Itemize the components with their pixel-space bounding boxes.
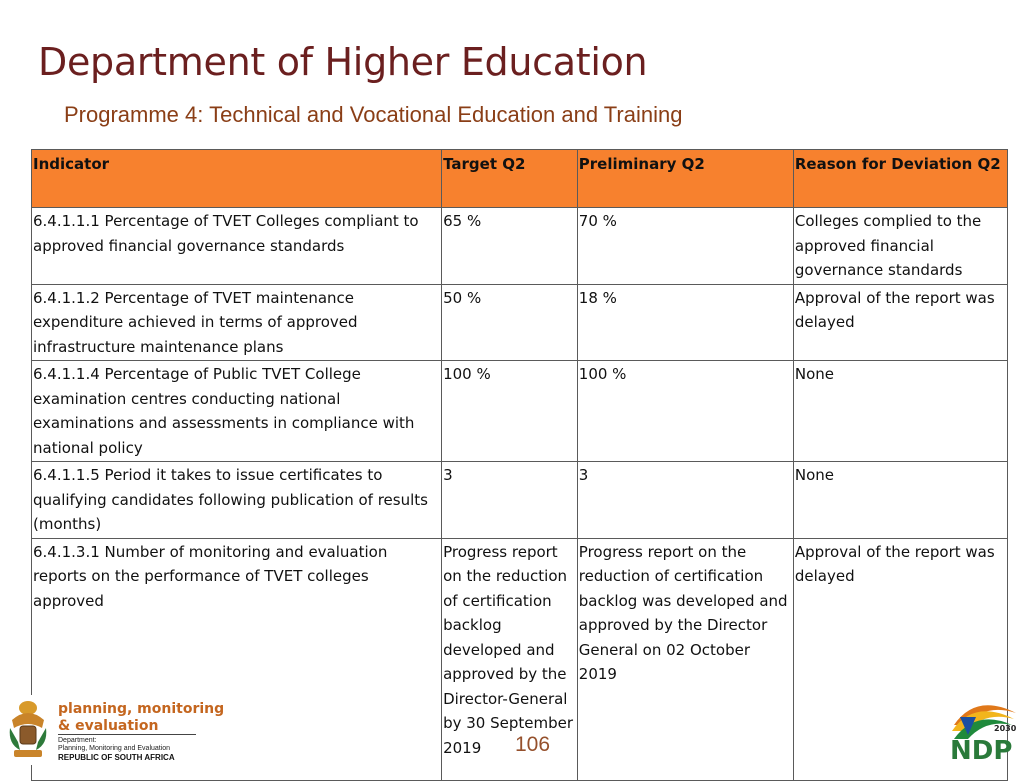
preliminary-cell: 18 % (577, 284, 793, 361)
preliminary-cell: 3 (577, 462, 793, 539)
indicator-cell: 6.4.1.1.5 Period it takes to issue certificates to qualifying candidates following publication of results (months) (32, 462, 442, 539)
coat-of-arms-icon (6, 698, 50, 762)
ndp-logo-text: NDP (950, 736, 1013, 763)
table-row (32, 208, 1008, 285)
column-header-preliminary: Preliminary Q2 (577, 150, 793, 208)
target-cell: Progress report on the reduction of certification backlog developed and approved by the Director-General by 30 September 2019 (442, 538, 578, 780)
page-title: Department of Higher Education (38, 40, 648, 84)
reason-cell: None (793, 462, 1007, 539)
reason-cell: Approval of the report was delayed (793, 538, 1007, 780)
preliminary-cell: 70 % (577, 208, 793, 285)
column-header-reason: Reason for Deviation Q2 (793, 150, 1007, 208)
reason-cell: Colleges complied to the approved financial governance standards (793, 208, 1007, 285)
indicator-cell: 6.4.1.1.2 Percentage of TVET maintenance expenditure achieved in terms of approved infrastructure maintenance plans (32, 284, 442, 361)
pme-dept-name: Planning, Monitoring and Evaluation (58, 745, 171, 752)
target-cell: 65 % (442, 208, 578, 285)
target-cell: 100 % (442, 361, 578, 462)
reason-cell: None (793, 361, 1007, 462)
indicator-table (31, 149, 1008, 781)
indicator-cell: 6.4.1.1.1 Percentage of TVET Colleges compliant to approved financial governance standards (32, 208, 442, 285)
pme-logo-line2: & evaluation (58, 718, 159, 734)
table-row (32, 284, 1008, 361)
column-header-target: Target Q2 (442, 150, 578, 208)
reason-cell: Approval of the report was delayed (793, 284, 1007, 361)
table-row (32, 361, 1008, 462)
page-subtitle: Programme 4: Technical and Vocational Education and Training (64, 102, 683, 127)
pme-logo-divider (58, 734, 196, 735)
ndp-logo-icon (946, 695, 1020, 763)
target-cell: 3 (442, 462, 578, 539)
pme-department (58, 737, 170, 753)
indicator-cell: 6.4.1.3.1 Number of monitoring and evaluation reports on the performance of TVET colleges approved (32, 538, 442, 780)
table-header-row (32, 150, 1008, 208)
page-number: 106 (515, 733, 551, 756)
preliminary-cell: Progress report on the reduction of certification backlog was developed and approved by the Director General on 02 October 2019 (577, 538, 793, 780)
pme-logo-line1: planning, monitoring (58, 701, 225, 717)
indicator-cell: 6.4.1.1.4 Percentage of Public TVET College examination centres conducting national examinations and assessments in compliance with national policy (32, 361, 442, 462)
ndp-logo-year: 2030 (994, 724, 1017, 733)
column-header-indicator: Indicator (32, 150, 442, 208)
pme-country: REPUBLIC OF SOUTH AFRICA (58, 753, 175, 762)
pme-dept-label: Department: (58, 737, 97, 744)
preliminary-cell: 100 % (577, 361, 793, 462)
target-cell: 50 % (442, 284, 578, 361)
table-row (32, 462, 1008, 539)
